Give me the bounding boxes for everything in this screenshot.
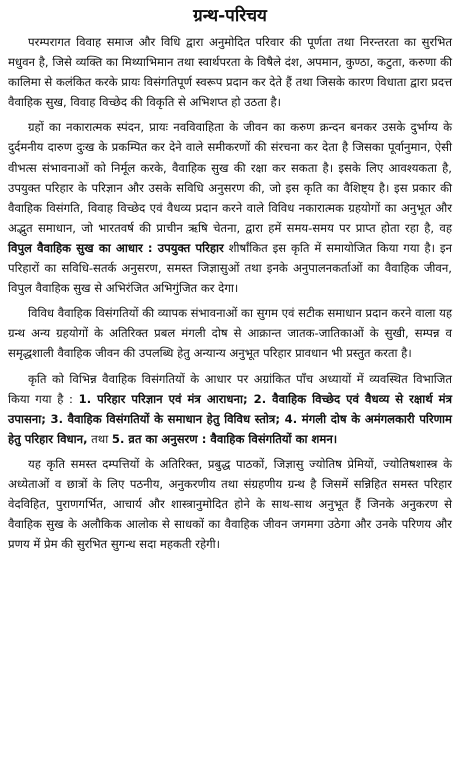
- paragraph-4-text-b: तथा: [87, 431, 112, 446]
- page-title: ग्रन्थ-परिचय: [193, 6, 267, 26]
- paragraph-1: परम्परागत विवाह समाज और विधि द्वारा अनुमोदित परिवार की पूर्णता तथा निरन्तरता का सुरभित मधुवन है, जिसे व्यक्ति का मिथ्याभिमान तथा स्वार्थपरता के विषैले दंश, अपमान, कुण्ठा, कटुता, करुणा की कालिमा से कलंकित करके प्रायः विसंगतिपूर्ण स्वरूप प्रदान कर देते हैं तथा जिसके कारण विधाता द्वारा प्रदत्त वैवाहिक सुख, विवाह विच्छेद की विकृति से अभिशप्त हो उठता है।: [8, 35, 452, 110]
- paragraph-2-bold-title: विपुल वैवाहिक सुख का आधार : उपयुक्त परिहार: [8, 240, 224, 255]
- paragraph-3: विविध वैवाहिक विसंगतियों की व्यापक संभावनाओं का सुगम एवं सटीक समाधान प्रदान करने वाला यह ग्रन्थ अन्य ग्रहयोगों के अतिरिक्त प्रबल मंगली दोष से आक्रान्त जातक-जातिकाओं के सुखी, सम्पन्न व समृद्धशाली वैवाहिक जीवन की उपलब्धि हेतु अन्यान्य अनुभूत परिहार प्रावधान भी प्रस्तुत करता है।: [8, 306, 452, 361]
- paragraph-5: यह कृति समस्त दम्पत्तियों के अतिरिक्त, प्रबुद्ध पाठकों, जिज्ञासु ज्योतिष प्रेमियों, ज्योतिषशास्त्र के अध्येताओं व छात्रों के लिए पठनीय, अनुकरणीय तथा संग्रहणीय ग्रन्थ है जिसमें सन्निहित समस्त परिहार वेदविहित, पुराणगर्भित, आचार्य और शास्त्रानुमोदित होने के साथ-साथ अनुभूत हैं जिनके अनुकरण से वैवाहिक सुख के अलौकिक आलोक से साधकों का वैवाहिक जीवन जगमगा उठेगा और उनके परिणय और प्रणय में प्रेम की सुरभित सुगन्ध सदा महकती रहेगी।: [8, 456, 452, 552]
- paragraph-2-text-b: शीर्षांकित इस कृति में समायोजित किया गया है। इन परिहारों का सविधि-सतर्क अनुसरण, समस्त जिज्ञासुओं तथा इनके अनुपालनकर्ताओं का वैवाहिक जीवन, विपुल वैवाहिक सुख से अभिरंजित अभिगुंजित कर देगा।: [8, 240, 452, 296]
- paragraph-4-text-a: कृति को विभिन्न वैवाहिक विसंगतियों के आधार पर अग्रांकित पाँच अध्यायों में व्यवस्थित विभाजित किया गया है :: [8, 371, 452, 406]
- paragraph-4-chapter-list: 1. परिहार परिज्ञान एवं मंत्र आराधना; 2. वैवाहिक विच्छेद एवं वैधव्य से रक्षार्थ मंत्र उपासना; 3. वैवाहिक विसंगतियों के समाधान हेतु विविध स्तोत्र; 4. मंगली दोष के अमंगलकारी परिणाम हेतु परिहार विधान,: [8, 391, 452, 446]
- paragraph-2: [8, 117, 452, 298]
- paragraph-4: [8, 369, 452, 449]
- paragraph-2-text-a: ग्रहों का नकारात्मक स्पंदन, प्रायः नवविवाहिता के जीवन का करुण क्रन्दन बनकर उसके दुर्भाग्य के दुर्दमनीय दारुण दुःख के प्रकम्पित कर देने वाले समीकरणों की संरचना कर देता है जिसका पूर्वानुमान, ऐसी वीभत्स संभावनाओं को निर्मूल करके, वैवाहिक सुख की रक्षा कर सकता है। इसके लिए आवश्यकता है, उपयुक्त परिहार के परिज्ञान और उसके सविधि अनुसरण की, जो इस कृति का वैशिष्ट्य है। इस प्रकार की वैवाहिक विसंगति, विवाह विच्छेद एवं वैधव्य प्रदान करने वाले विविध नकारात्मक ग्रहयोगों का अनुभूत और अद्भुत समाधान, जो भारतवर्ष की प्राचीन ऋषि चेतना, द्वारा हमें समय-समय पर प्राप्त होता रहा है, वह: [8, 120, 452, 235]
- paragraph-4-chapter-5: 5. व्रत का अनुसरण : वैवाहिक विसंगतियों का शमन।: [111, 431, 338, 446]
